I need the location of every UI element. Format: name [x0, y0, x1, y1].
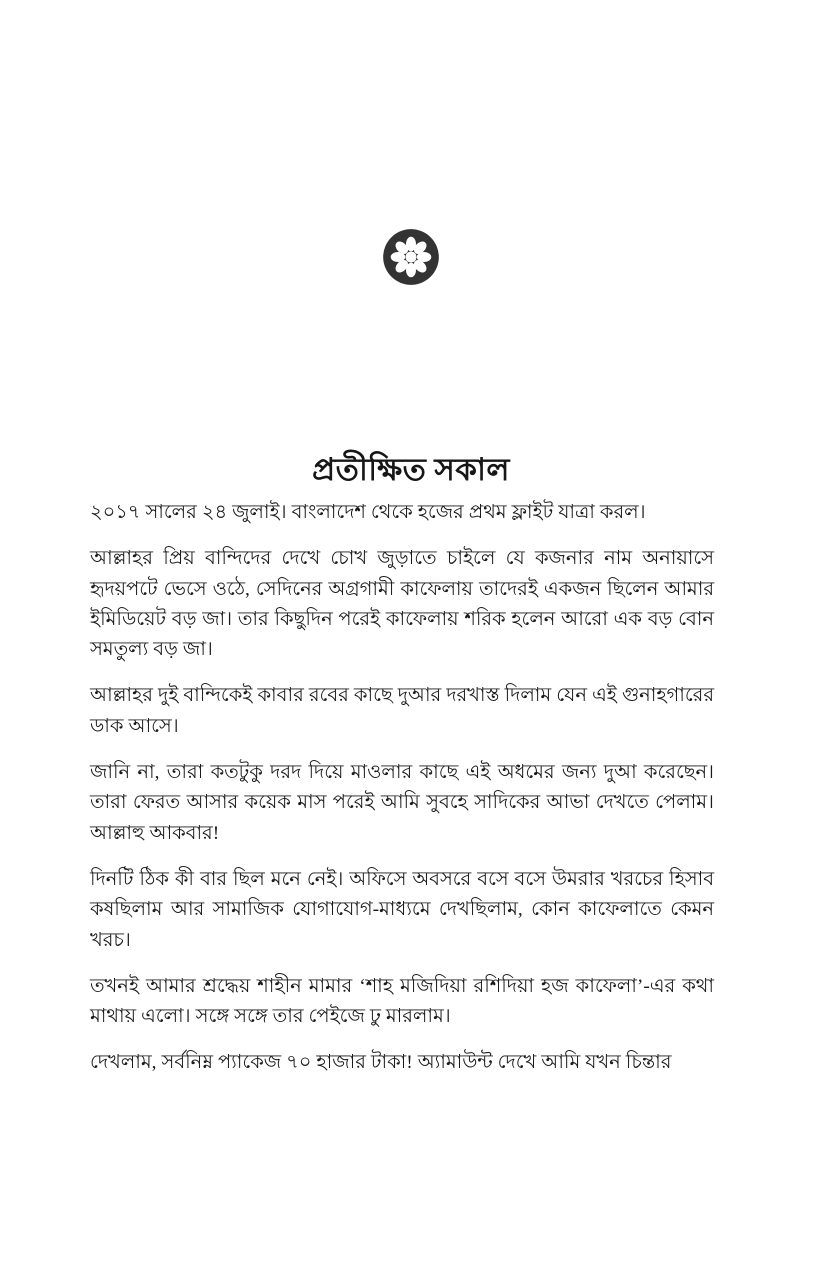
paragraph: ২০১৭ সালের ২৪ জুলাই। বাংলাদেশ থেকে হজের প্রথম ফ্লাইট যাত্রা করল।: [90, 502, 646, 523]
paragraph: আল্লাহর দুই বান্দিকেই কাবার রবের কাছে দুআর দরখাস্ত দিলাম যেন এই গুনাহগারের ডাক আসে।: [90, 685, 714, 737]
wheel-rosette-ornament: [382, 228, 440, 286]
paragraph: তখনই আমার শ্রদ্ধেয় শাহীন মামার ‘শাহ মজিদিয়া রশিদিয়া হজ কাফেলা’-এর কথা মাথায় এলো। সঙ্গে সঙ্গে তার পেইজে ঢু মারলাম।: [90, 975, 714, 1028]
chapter-title: প্রতীক্ষিত সকাল: [312, 451, 510, 487]
paragraph: আল্লাহর প্রিয় বান্দিদের দেখে চোখ জুড়াতে চাইলে যে কজনার নাম অনায়াসে হৃদয়পটে ভেসে ওঠে, সেদিনের অগ্রগামী কাফেলায় তাদেরই একজন ছিলেন আমার ইমিডিয়েট বড় জা। তার কিছুদিন পরেই কাফেলায় শরিক হলেন আরো এক বড় বোন সমতুল্য বড় জা।: [90, 548, 714, 661]
chapter-ornament: [0, 228, 822, 286]
chapter-body: [90, 498, 714, 1079]
paragraph: জানি না, তারা কতটুকু দরদ দিয়ে মাওলার কাছে এই অধমের জন্য দুআ করেছেন। তারা ফেরত আসার কয়েক মাস পরেই আমি সুবহে সাদিকের আভা দেখতে পেলাম। আল্লাহু আকবার!: [90, 762, 714, 844]
paragraph: দেখলাম, সর্বনিম্ন প্যাকেজ ৭০ হাজার টাকা! অ্যামাউন্ট দেখে আমি যখন চিন্তার: [90, 1052, 672, 1074]
paragraph: দিনটি ঠিক কী বার ছিল মনে নেই। অফিসে অবসরে বসে বসে উমরার খরচের হিসাব কষছিলাম আর সামাজিক যোগাযোগ-মাধ্যমে দেখছিলাম, কোন কাফেলাতে কেমন খরচ।: [90, 868, 714, 951]
